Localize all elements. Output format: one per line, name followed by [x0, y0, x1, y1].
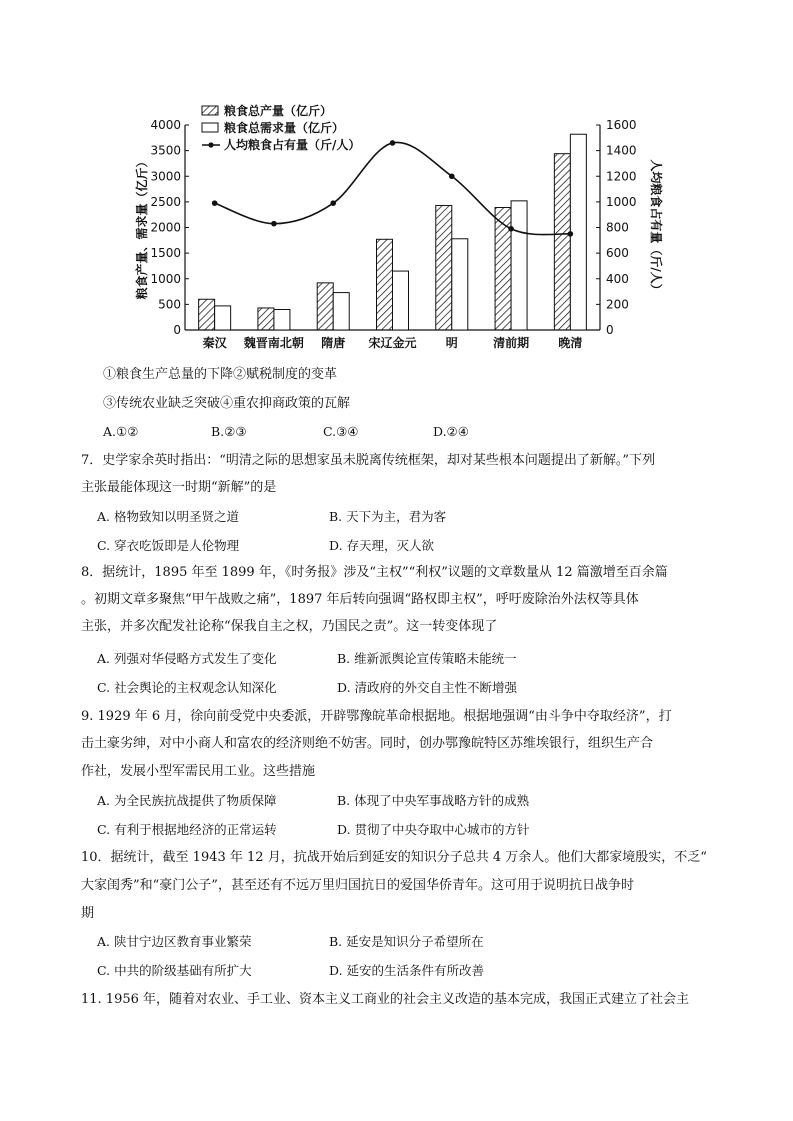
demand-bar — [215, 306, 231, 330]
legend-per-capita-label: 人均粮食占有量（斤/人） — [224, 138, 361, 152]
q7-option-b[interactable]: B. 天下为主，君为客 — [329, 509, 447, 524]
q9-stem-line3: 作社，发展小型军需民用工业。这些措施 — [81, 764, 316, 779]
right-tick-label: 1400 — [606, 143, 637, 158]
right-tick-label: 600 — [606, 246, 629, 261]
q9-option-a[interactable]: A. 为全民族抗战提供了物质保障 — [97, 793, 277, 808]
category-label: 清前期 — [493, 336, 530, 350]
legend-demand-label: 粮食总需求量（亿斤） — [224, 121, 345, 135]
grain-chart — [130, 100, 670, 362]
q6-option-d[interactable]: D.②④ — [433, 424, 469, 439]
right-tick-label: 200 — [606, 297, 629, 312]
production-bar — [554, 154, 570, 330]
per-capita-point — [508, 226, 514, 232]
q7-option-c[interactable]: C. 穿衣吃饭即是人伦物理 — [97, 538, 240, 553]
right-tick-label: 1200 — [606, 169, 637, 184]
q6-option-c[interactable]: C.③④ — [323, 424, 359, 439]
q8-stem-line2: 。初期文章多聚焦“甲午战败之痛”，1897 年后转向强调“路权即主权”，呼吁废除治外法权等具体 — [81, 592, 639, 607]
q8-stem-line3: 主张，并多次配发社论称“保我自主之权，乃国民之责”。这一转变体现了 — [81, 619, 498, 634]
left-axis-title: 粮食产量、需求量（亿斤） — [135, 155, 149, 300]
q10-stem-line2: 大家闺秀”和“豪门公子”，甚至还有不远万里归国抗日的爱国华侨青年。这可用于说明抗日战争时 — [81, 878, 634, 893]
per-capita-point — [390, 140, 396, 146]
legend-per-capita-marker — [208, 142, 213, 147]
left-tick-label: 3500 — [150, 143, 181, 158]
q8-option-d[interactable]: D. 清政府的外交自主性不断增强 — [337, 680, 518, 695]
per-capita-point — [271, 221, 277, 227]
q6-items-line1: ①粮食生产总量的下降②赋税制度的变革 — [103, 367, 338, 382]
q9-stem-line1: 9. 1929 年 6 月，徐向前受党中央委派，开辟鄂豫皖革命根据地。根据地强调“由斗争中夺取经济”，打 — [81, 709, 672, 724]
right-tick-label: 1600 — [606, 118, 637, 132]
q8-option-b[interactable]: B. 维新派舆论宣传策略未能统一 — [337, 651, 517, 666]
q10-option-a[interactable]: A. 陕甘宁边区教育事业繁荣 — [97, 934, 252, 949]
production-bar — [317, 283, 333, 330]
q9-stem-line2: 击土豪劣绅，对中小商人和富农的经济则绝不妨害。同时，创办鄂豫皖特区苏维埃银行，组织生产合 — [81, 736, 654, 751]
category-label: 明 — [445, 336, 458, 350]
left-tick-label: 4000 — [150, 118, 181, 132]
per-capita-point — [212, 200, 218, 206]
demand-bar — [393, 271, 409, 330]
right-tick-label: 800 — [606, 220, 629, 235]
category-label: 秦汉 — [202, 336, 227, 350]
q9-option-d[interactable]: D. 贯彻了中央夺取中心城市的方针 — [337, 822, 530, 837]
q6-option-b[interactable]: B.②③ — [211, 424, 247, 439]
q11-stem-line1: 11. 1956 年，随着对农业、手工业、资本主义工商业的社会主义改造的基本完成，我国正式建立了社会主 — [81, 992, 690, 1007]
q8-stem-line1: 8．据统计，1895 年至 1899 年，《时务报》涉及“主权”“利权”议题的文章数量从 12 篇激增至百余篇 — [81, 565, 668, 580]
left-tick-label: 3000 — [150, 169, 181, 184]
q7-stem-line2: 主张最能体现这一时期“新解”的是 — [81, 480, 277, 495]
left-tick-label: 2500 — [150, 194, 181, 209]
category-label: 魏晋南北朝 — [243, 336, 304, 350]
demand-bar — [274, 310, 290, 331]
demand-bar — [333, 293, 349, 330]
production-bar — [377, 239, 393, 330]
per-capita-point — [568, 231, 574, 237]
q9-option-b[interactable]: B. 体现了中央军事战略方针的成熟 — [337, 793, 530, 808]
left-tick-label: 0 — [173, 323, 181, 337]
production-bar — [199, 299, 215, 330]
category-label: 宋辽金元 — [368, 336, 417, 350]
right-tick-label: 1000 — [606, 194, 637, 209]
q8-option-a[interactable]: A. 列强对华侵略方式发生了变化 — [97, 651, 277, 666]
q10-option-c[interactable]: C. 中共的阶级基础有所扩大 — [97, 963, 252, 978]
category-label: 隋唐 — [321, 336, 346, 350]
demand-bar — [452, 239, 468, 330]
left-tick-label: 2000 — [150, 220, 181, 235]
right-tick-label: 0 — [606, 323, 614, 337]
q7-option-d[interactable]: D. 存天理，灭人欲 — [329, 538, 435, 553]
q10-stem-line1: 10．据统计，截至 1943 年 12 月，抗战开始后到延安的知识分子总共 4 万余人。他们大都家境殷实，不乏“ — [81, 850, 707, 865]
category-label: 晚清 — [558, 336, 583, 350]
q10-option-b[interactable]: B. 延安是知识分子希望所在 — [329, 934, 484, 949]
production-bar — [258, 308, 274, 330]
legend-production-swatch — [202, 106, 218, 115]
right-tick-label: 400 — [606, 271, 629, 286]
per-capita-point — [449, 173, 455, 179]
legend-production-label: 粮食总产量（亿斤） — [224, 104, 333, 118]
left-tick-label: 500 — [158, 297, 181, 312]
production-bar — [436, 205, 452, 330]
per-capita-point — [330, 200, 336, 206]
chart-container — [130, 100, 670, 362]
right-axis-title: 人均粮食占有量（斤/人） — [649, 159, 663, 296]
q8-option-c[interactable]: C. 社会舆论的主权观念认知深化 — [97, 680, 277, 695]
demand-bar — [570, 134, 586, 330]
legend-demand-swatch — [202, 123, 218, 132]
q7-stem-line1: 7．史学家余英时指出：“明清之际的思想家虽未脱离传统框架，却对某些根本问题提出了新解。”下列 — [81, 453, 656, 468]
q9-option-c[interactable]: C. 有利于根据地经济的正常运转 — [97, 822, 277, 837]
q10-stem-line3: 期 — [81, 906, 95, 921]
q7-option-a[interactable]: A. 格物致知以明圣贤之道 — [97, 509, 239, 524]
left-tick-label: 1000 — [150, 271, 181, 286]
demand-bar — [511, 201, 527, 330]
q10-option-d[interactable]: D. 延安的生活条件有所改善 — [329, 963, 485, 978]
production-bar — [495, 208, 511, 330]
q6-option-a[interactable]: A.①② — [103, 424, 139, 439]
left-tick-label: 1500 — [150, 246, 181, 261]
q6-items-line2: ③传统农业缺乏突破④重农抑商政策的瓦解 — [103, 396, 351, 411]
